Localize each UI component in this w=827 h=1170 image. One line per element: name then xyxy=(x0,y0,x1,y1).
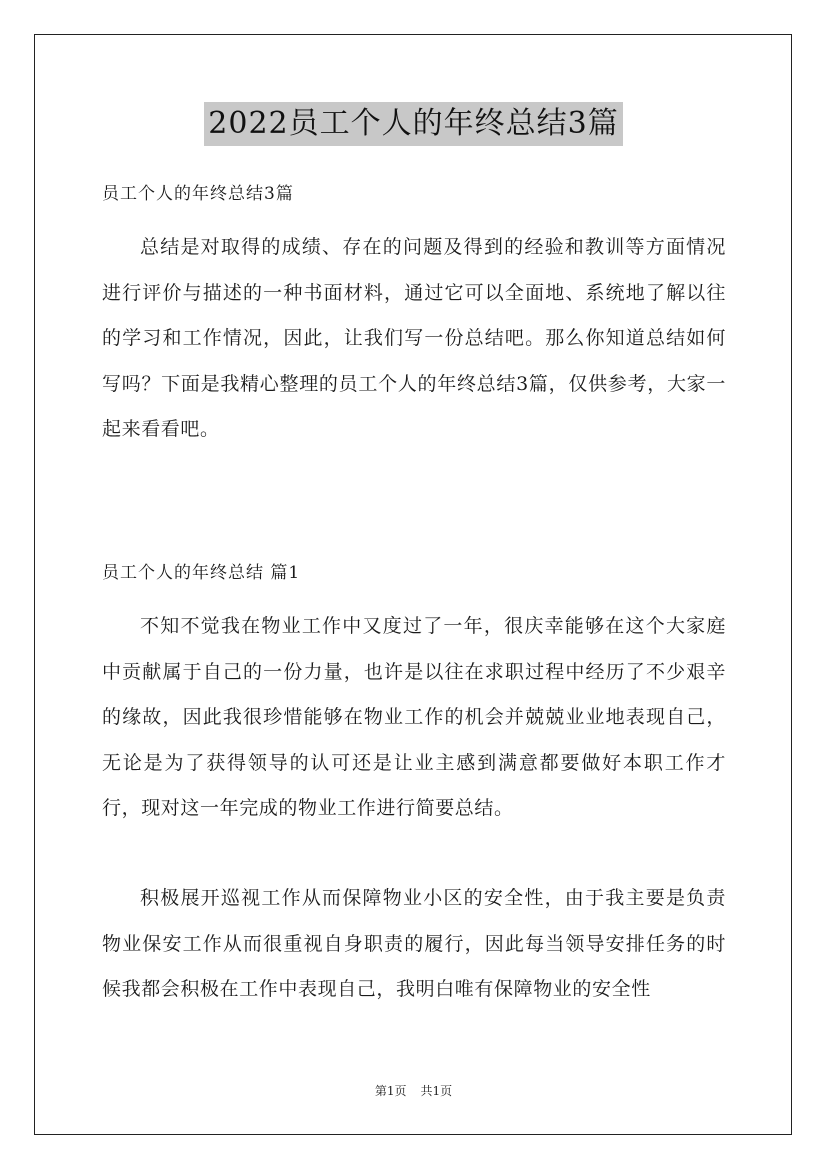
title-container xyxy=(0,102,827,146)
page-number-current: 第1页 xyxy=(374,1084,407,1098)
document-title: 2022员工个人的年终总结3篇 xyxy=(204,102,622,146)
document-subtitle: 员工个人的年终总结3篇 xyxy=(102,184,294,204)
intro-paragraph: 总结是对取得的成绩、存在的问题及得到的经验和教训等方面情况进行评价与描述的一种书面材料，通过它可以全面地、系统地了解以往的学习和工作情况，因此，让我们写一份总结吧。那么你知道总结如何写吗？下面是我精心整理的员工个人的年终总结3篇，仅供参考，大家一起来看看吧。 xyxy=(102,236,726,440)
page-number-total: 共1页 xyxy=(420,1084,453,1098)
body-paragraph: 不知不觉我在物业工作中又度过了一年，很庆幸能够在这个大家庭中贡献属于自己的一份力量，也许是以往在求职过程中经历了不少艰辛的缘故，因此我很珍惜能够在物业工作的机会并兢兢业业地表现自己，无论是为了获得领导的认可还是让业主感到满意都要做好本职工作才行，现对这一年完成的物业工作进行简要总结。 xyxy=(102,615,726,819)
body-paragraph: 积极展开巡视工作从而保障物业小区的安全性，由于我主要是负责物业保安工作从而很重视自身职责的履行，因此每当领导安排任务的时候我都会积极在工作中表现自己，我明白唯有保障物业的安全性 xyxy=(102,887,726,1000)
section-heading: 员工个人的年终总结 篇1 xyxy=(102,563,301,583)
page-footer xyxy=(0,1083,827,1099)
